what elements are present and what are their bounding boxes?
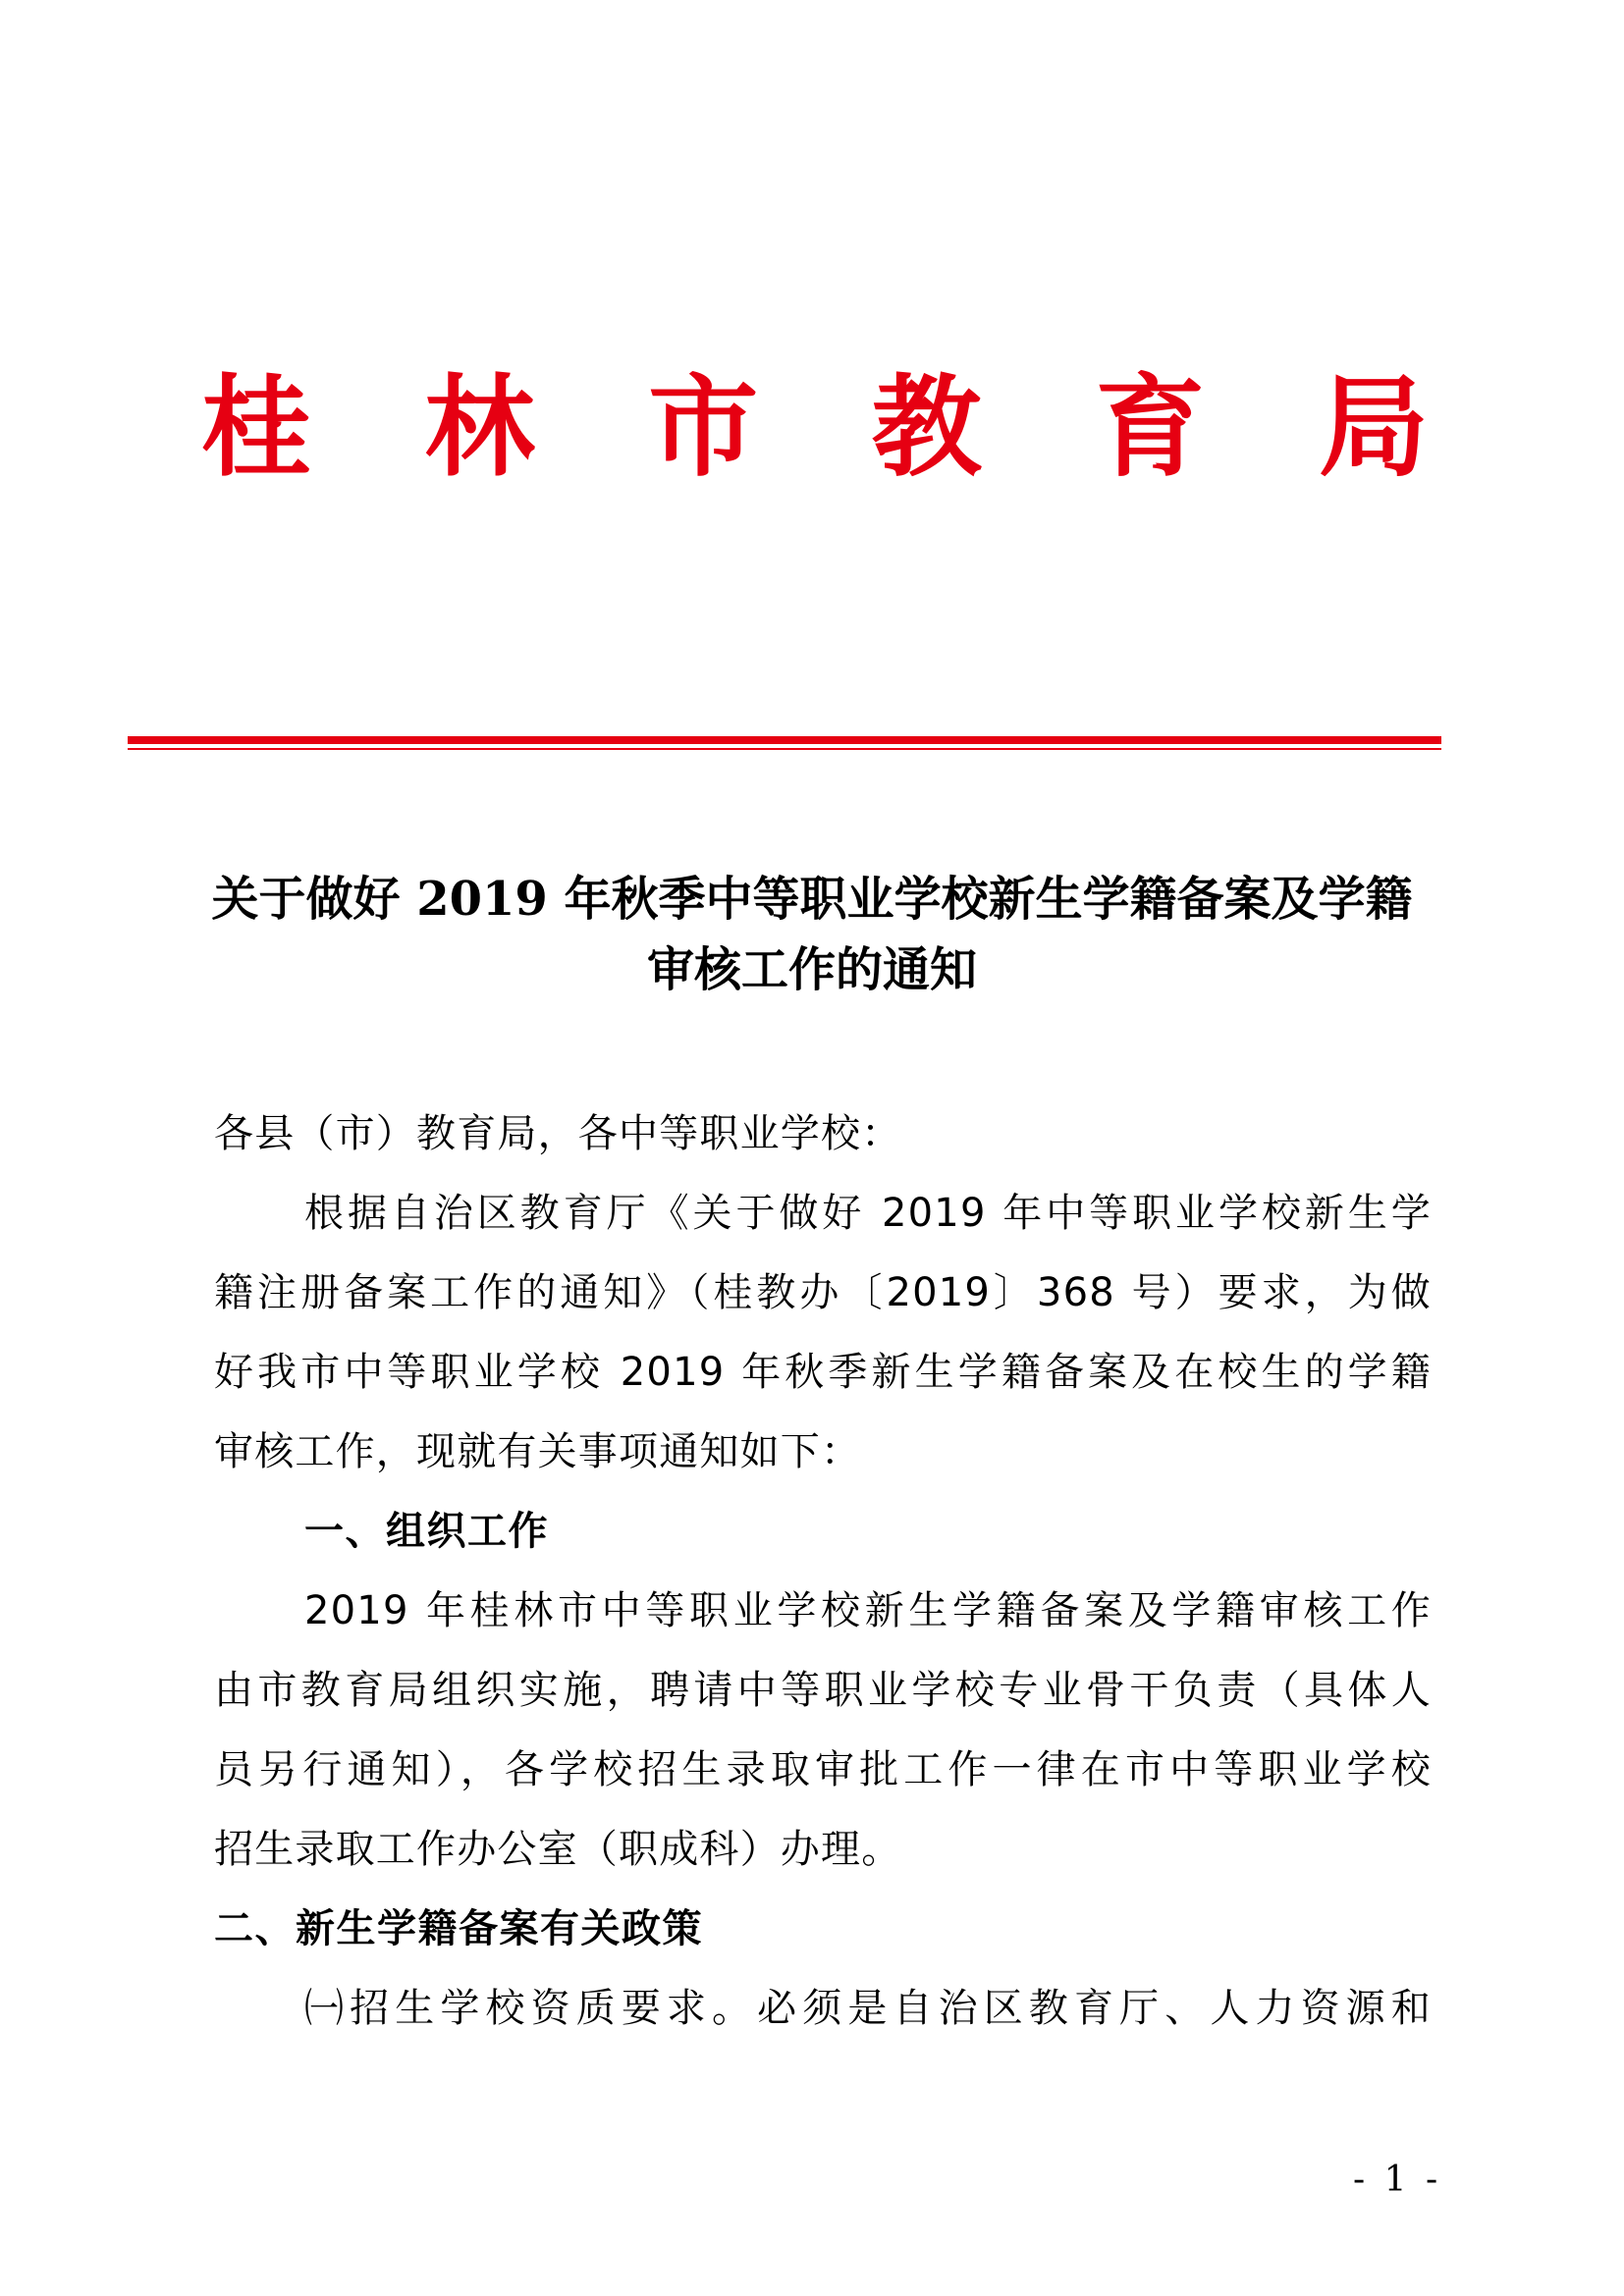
red-separator-thin: [128, 748, 1441, 750]
paragraph-2-line: 由市教育局组织实施，聘请中等职业学校专业骨干负责（具体人: [214, 1668, 1432, 1713]
masthead-char: 林: [424, 363, 535, 492]
paragraph-1-line: 根据自治区教育厅《关于做好 2019 年中等职业学校新生学: [304, 1191, 1432, 1236]
document-body: [214, 1095, 1432, 2049]
red-separator-thick: [128, 736, 1441, 744]
title-line-2: 审核工作的通知: [646, 942, 977, 997]
title-line-1: 关于做好 2019 年秋季中等职业学校新生学籍备案及学籍: [211, 872, 1413, 927]
section-heading-2: 二、新生学籍备案有关政策: [214, 1906, 703, 1951]
section-heading-1: 一、组织工作: [304, 1509, 549, 1554]
page-number: - 1 -: [1353, 2160, 1442, 2200]
paragraph-2-line: 招生录取工作办公室（职成科）办理。: [214, 1827, 902, 1872]
masthead-issuer: [201, 363, 1429, 492]
masthead-char: 教: [871, 363, 982, 492]
paragraph-2-line: 员另行通知），各学校招生录取审批工作一律在市中等职业学校: [214, 1747, 1432, 1792]
masthead-char: 育: [1095, 363, 1206, 492]
paragraph-1-line: 好我市中等职业学校 2019 年秋季新生学籍备案及在校生的学籍: [214, 1350, 1432, 1395]
paragraph-3-line: ㈠招生学校资质要求。必须是自治区教育厅、人力资源和: [304, 1986, 1432, 2031]
salutation: 各县（市）教育局，各中等职业学校：: [214, 1111, 902, 1156]
masthead-char: 市: [648, 363, 759, 492]
paragraph-2-line: 2019 年桂林市中等职业学校新生学籍备案及学籍审核工作: [304, 1588, 1432, 1633]
paragraph-1-line: 审核工作，现就有关事项通知如下：: [214, 1429, 862, 1474]
document-title: [196, 864, 1428, 1005]
masthead-char: 桂: [201, 363, 311, 492]
paragraph-1-line: 籍注册备案工作的通知》（桂教办〔2019〕368 号）要求，为做: [214, 1270, 1432, 1315]
masthead-char: 局: [1318, 363, 1429, 492]
